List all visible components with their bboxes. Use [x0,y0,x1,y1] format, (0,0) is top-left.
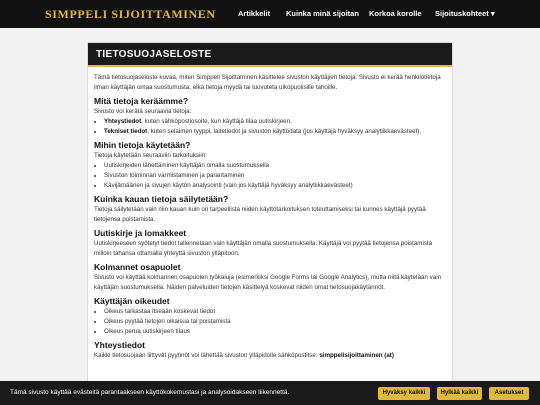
list-item [104,117,446,127]
section-heading: Uutiskirje ja lomakkeet [94,228,187,238]
section-heading: Kolmannet osapuolet [94,262,181,272]
list-item: • Oikeus pyytää tietojen oikaisua tai poistamista [104,317,446,327]
privacy-policy-card [87,42,453,392]
page-title: TIETOSUOJASELOSTE [88,43,452,67]
section-heading: Kuinka kauan tietoja säilytetään? [94,194,229,204]
nav-link-korkoa-korolle[interactable]: Korkoa korolle [369,9,422,18]
nav-dropdown-sijoituskohteet[interactable]: Sijoituskohteet ▾ [435,9,495,18]
section-heading: Mihin tietoja käytetään? [94,140,191,150]
list-item-text: , kuten sähköpostiosoite, kun käyttäjä tilaa uutiskirjeen. [141,118,292,125]
list-item-bold: Yhteystiedot [104,118,142,125]
reject-all-cookies-button[interactable]: Hylkää kaikki [437,387,482,400]
cookie-settings-button[interactable]: Asetukset [489,387,529,400]
section-heading: Mitä tietoja keräämme? [94,96,189,106]
section-heading: Yhteystiedot [94,340,146,350]
cookie-banner [0,381,540,405]
list-item-bold: Tekniset tiedot [104,128,148,135]
user-rights-list [104,307,446,337]
data-collected-list [104,117,446,137]
accept-all-cookies-button[interactable]: Hyväksy kaikki [378,387,430,400]
section-text: Tietoja säilytetään vain niin kauan kuin on tarpeellista niiden käyttötarkoituksen toteuttamiseksi tai kunnes käyttäjä pyytää tietojensa poistamista. [94,206,426,223]
list-item: • Sivuston toiminnan varmistaminen ja parantaminen [104,171,446,181]
section-text: Uutiskirjeeseen syötetyt tiedot tallennetaan vain käyttäjän omalla suostumuksella. Käyttäjä voi pyytää tietojensa poistamista milloin tahansa ottamalla yhteyttä sivuston ylläpitoon. [94,240,433,257]
intro-text: Tämä tietosuojaseloste kuvaa, miten Simppeli Sijoittaminen käsittelee sivuston käyttäjien tietoja. Sivusto ei kerää henkilötietoja ilman käyttäjän omaa suostumusta, eikä tietoja myydä tai luovuteta ulkopuolisille tahoille. [94,74,441,91]
nav-link-kuinka-mina-sijoitan[interactable]: Kuinka minä sijoitan [286,9,359,18]
section-heading: Käyttäjän oikeudet [94,296,170,306]
list-item: • Uutiskirjeiden lähettäminen käyttäjän omalla suostumuksella [104,161,446,171]
site-logo[interactable]: SIMPPELI SIJOITTAMINEN [45,7,216,21]
usage-list [104,161,446,191]
section-text: Sivusto voi kerätä seuraavia tietoja: [94,108,192,115]
contact-email: simppelisijoittaminen (at) [319,352,394,359]
contact-intro: Kaikki tietosuojaan liittyvät pyynnöt voi lähettää sivuston ylläpidolle sähköpostitse: [94,352,318,359]
nav-link-artikkelit[interactable]: Artikkelit [238,9,271,18]
list-item: • Oikeus perua uutiskirjeen tilaus [104,327,446,337]
section-text: Sivusto voi käyttää kolmannen osapuolen työkaluja (esimerkiksi Google Forms tai Google Analytics), mutta niitä käytetään vain käyttäjän suostumuksella. Näiden palveluiden tietojen käsittelyä koskevat niiden omat tietosuojakäytännöt. [94,274,442,291]
cookie-banner-text: Tämä sivusto käyttää evästeitä parantaakseen käyttökokemustasi ja analysoidakseen liikennettä. [10,389,290,396]
list-item: • Oikeus tarkastaa itseään koskevat tiedot [104,307,446,317]
section-text: Tietoja käytetään seuraaviin tarkoituksiin: [94,152,207,159]
contact-text [94,351,446,361]
top-navbar [0,0,540,28]
list-item-text: , kuten selaimen tyyppi, laitetiedot ja sivuston käyttödata (jos käyttäjä hyväksyy analytiikkaevästeet). [147,128,421,135]
policy-content [88,67,452,361]
list-item [104,127,446,137]
list-item: • Kävijämäärien ja sivujen käytön analysointi (vain jos käyttäjä hyväksyy analytiikkaevästeet) [104,181,446,191]
